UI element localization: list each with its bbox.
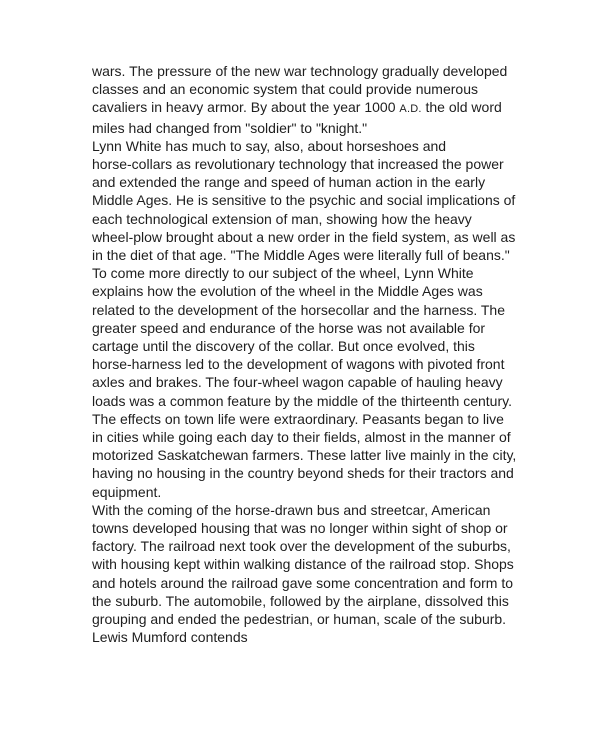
text-line: factory. The railroad next took over the development of the suburbs, (92, 538, 511, 555)
body-text (92, 62, 562, 647)
text-line: Lynn White has much to say, also, about horseshoes and (92, 137, 447, 154)
text-line: Lewis Mumford contends (92, 629, 248, 646)
text-line: the suburb. The automobile, followed by the airplane, dissolved this (92, 592, 509, 609)
text-line: horse-collars as revolutionary technology that increased the power (92, 156, 504, 173)
text-line: and extended the range and speed of human action in the early (92, 174, 486, 191)
text-line: Middle Ages. He is sensitive to the psychic and social implications of (92, 192, 516, 209)
text-line: motorized Saskatchewan farmers. These latter live mainly in the city, (92, 447, 517, 464)
text-segment: the old word (421, 99, 502, 116)
text-line: each technological extension of man, showing how the heavy (92, 210, 472, 227)
text-line: To come more directly to our subject of the wheel, Lynn White (92, 265, 474, 282)
smallcaps-ad: A.D. (399, 103, 422, 116)
text-line: related to the development of the horsecollar and the harness. The (92, 301, 506, 318)
text-line: loads was a common feature by the middle of the thirteenth century. (92, 392, 512, 409)
text-line: and hotels around the railroad gave some concentration and form to (92, 574, 514, 591)
text-line: towns developed housing that was no longer within sight of shop or (92, 520, 508, 537)
text-line: classes and an economic system that could provide numerous (92, 81, 478, 98)
text-line: in the diet of that age. "The Middle Ages were literally full of beans." (92, 247, 510, 264)
text-line: cartage until the discovery of the collar. But once evolved, this (92, 338, 475, 355)
text-line: explains how the evolution of the wheel in the Middle Ages was (92, 283, 483, 300)
text-line: having no housing in the country beyond sheds for their tractors and (92, 465, 514, 482)
text-line: The effects on town life were extraordinary. Peasants began to live (92, 410, 504, 427)
text-line: in cities while going each day to their fields, almost in the manner of (92, 429, 511, 446)
text-line: With the coming of the horse-drawn bus and streetcar, American (92, 501, 491, 518)
text-line: with housing kept within walking distance of the railroad stop. Shops (92, 556, 514, 573)
text-line: equipment. (92, 483, 162, 500)
text-line: wheel-plow brought about a new order in the field system, as well as (92, 228, 516, 245)
text-line: axles and brakes. The four-wheel wagon capable of hauling heavy (92, 374, 503, 391)
text-line: grouping and ended the pedestrian, or human, scale of the suburb. (92, 611, 507, 628)
text-line (92, 98, 562, 118)
text-line: wars. The pressure of the new war technology gradually developed (92, 63, 508, 79)
text-line: miles had changed from "soldier" to "knight." (92, 119, 368, 136)
text-line: greater speed and endurance of the horse was not available for (92, 319, 486, 336)
text-line: horse-harness led to the development of wagons with pivoted front (92, 356, 505, 373)
text-segment: cavaliers in heavy armor. By about the year 1000 (92, 99, 400, 116)
